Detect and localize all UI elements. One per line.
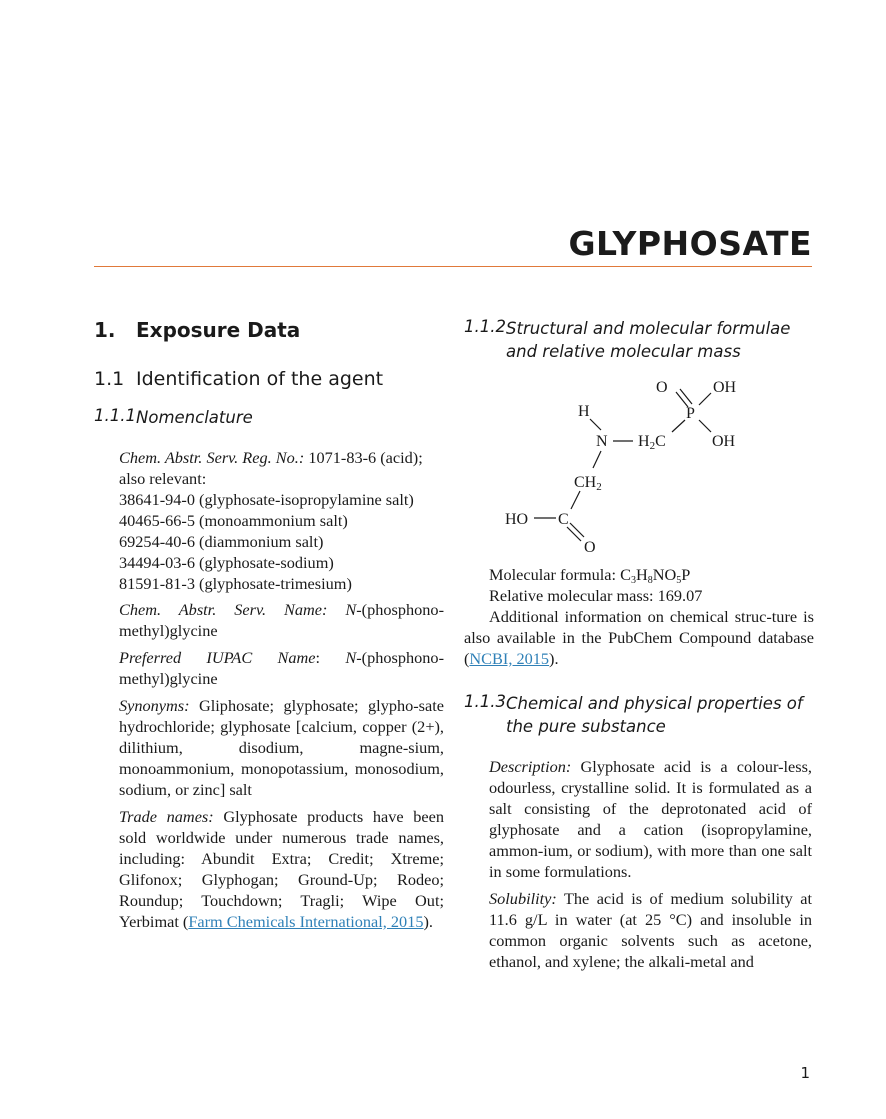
section-heading-exposure-data (94, 318, 300, 342)
section-number: 1. (94, 318, 116, 342)
iupac-prefix: N (345, 648, 357, 667)
page-number: 1 (800, 1064, 810, 1082)
h2c-subscript: 2 (649, 440, 656, 452)
description-value: Glyphosate acid is a colour-less, odourless, crystalline solid. It is formulated as a salt consisting of the deprotonated acid of glyphosate and a cation (isopropylamine, ammon-ium, or sodium), with more than one salt in some formulations. (489, 757, 812, 881)
cas-reg-paragraph (119, 447, 444, 594)
atom-o-top: O (656, 379, 668, 396)
molecular-formula (464, 564, 814, 585)
group-ch2 (574, 474, 602, 493)
h2c-c: C (655, 433, 666, 450)
formula-part: H (635, 565, 648, 584)
iupac-paragraph: Preferred IUPAC Name: N-(phosphono-methyl)glycine (119, 648, 444, 688)
synonyms-paragraph (119, 695, 444, 800)
description-label: Description: (489, 757, 572, 776)
subsubsection-number: 1.1.2 (464, 317, 506, 336)
cas-name-value: -(phosphono-methyl)glycine (119, 600, 444, 640)
section-title: Exposure Data (136, 318, 301, 342)
formula-part: P (681, 565, 691, 584)
description-paragraph (489, 756, 812, 882)
group-h2c (638, 433, 666, 452)
group-ho: HO (505, 511, 529, 528)
synonyms-value: Gliphosate; glyphosate; glypho-sate hydrochloride; glyphosate [calcium, copper (2+), dilithium, disodium, magne-sium, monoammonium, monopotassium, monosodium, sodium, or zinc] salt (119, 696, 444, 799)
subsubsection-title: Nomenclature (136, 408, 253, 427)
cas-name-prefix: N (345, 600, 357, 619)
trade-names-value: Glyphosate products have been sold worldwide under numerous trade names, including: Abundit Extra; Credit; Xtreme; Glifonox; Glyphogan; Ground-Up; Rodeo; Roundup; Touchdown; Tragli; Wipe Out; Yerbimat ( (119, 807, 445, 931)
subsection-number: 1.1 (94, 368, 125, 390)
ch2-subscript: 2 (596, 481, 602, 493)
cas-list-item: 34494-03-6 (glyphosate-sodium) (119, 553, 334, 572)
atom-o-bottom: O (584, 539, 596, 556)
subsubsection-heading-properties (464, 692, 811, 738)
trade-names-label: Trade names: (119, 807, 214, 826)
cas-list-item: 69254-40-6 (diammonium salt) (119, 532, 324, 551)
formula-label: Molecular formula: (489, 565, 621, 584)
atom-n: N (596, 433, 608, 450)
glyphosate-structure-diagram (500, 372, 760, 557)
nomenclature-body (119, 447, 444, 938)
cas-list-item: 38641-94-0 (glyphosate-isopropylamine salt) (119, 490, 414, 509)
trade-names-end: ). (423, 912, 433, 931)
additional-info-text: Additional information on chemical struc-ture is also available in the PubChem Compound database ( (464, 607, 814, 668)
properties-body (489, 756, 812, 978)
molecular-mass: Relative molecular mass: 169.07 (489, 586, 703, 605)
subsection-title: Identification of the agent (136, 368, 384, 390)
formula-part: C (620, 565, 631, 584)
title-rule (94, 266, 812, 267)
atom-oh-mid: OH (712, 433, 736, 450)
formula-part: NO (652, 565, 677, 584)
reference-link-farm-chemicals[interactable]: Farm Chemicals International, 2015 (188, 912, 424, 931)
cas-reg-label: Chem. Abstr. Serv. Reg. No.: (119, 448, 305, 467)
subsection-heading-identification (94, 368, 383, 390)
cas-list-item: 81591-81-3 (glyphosate-trimesium) (119, 574, 352, 593)
atom-c: C (558, 511, 569, 528)
formula-subscript: 8 (647, 575, 653, 586)
subsubsection-number: 1.1.3 (464, 692, 506, 711)
subsubsection-title: Chemical and physical properties of the pure substance (506, 694, 803, 736)
cas-reg-value: 1071-83-6 (acid); (308, 448, 423, 467)
trade-names-paragraph (119, 806, 444, 932)
formula-subscript: 3 (630, 575, 636, 586)
subsubsection-heading-structural (464, 317, 811, 363)
formula-body (464, 564, 814, 675)
subsubsection-heading-nomenclature (94, 406, 441, 429)
synonyms-label: Synonyms: (119, 696, 190, 715)
solubility-label: Solubility: (489, 889, 557, 908)
also-relevant-text: also relevant: (119, 469, 207, 488)
reference-link-ncbi[interactable]: NCBI, 2015 (469, 649, 550, 668)
additional-info-paragraph (464, 606, 814, 669)
iupac-value: -(phosphono-methyl)glycine (119, 648, 444, 688)
cas-name-paragraph (119, 599, 444, 641)
solubility-value: The acid is of medium solubility at 11.6 g/L in water (at 25 °C) and insoluble in common organic solvents such as acetone, ethanol, and xylene; the alkali-metal and (489, 889, 812, 971)
page-title: GLYPHOSATE (568, 224, 812, 263)
cas-name-label: Chem. Abstr. Serv. Name: (119, 600, 328, 619)
atom-p: P (686, 405, 695, 422)
iupac-label: Preferred IUPAC Name (119, 648, 316, 667)
subsubsection-number: 1.1.1 (94, 406, 136, 425)
solubility-paragraph (489, 888, 812, 972)
subsubsection-title: Structural and molecular formulae and relative molecular mass (506, 319, 791, 361)
atom-oh-top: OH (713, 379, 737, 396)
cas-list-item: 40465-66-5 (monoammonium salt) (119, 511, 348, 530)
ch2-ch: CH (574, 474, 597, 491)
atom-h: H (578, 403, 590, 420)
additional-info-end: ). (549, 649, 559, 668)
h2c-h: H (638, 433, 650, 450)
formula-subscript: 5 (676, 575, 682, 586)
